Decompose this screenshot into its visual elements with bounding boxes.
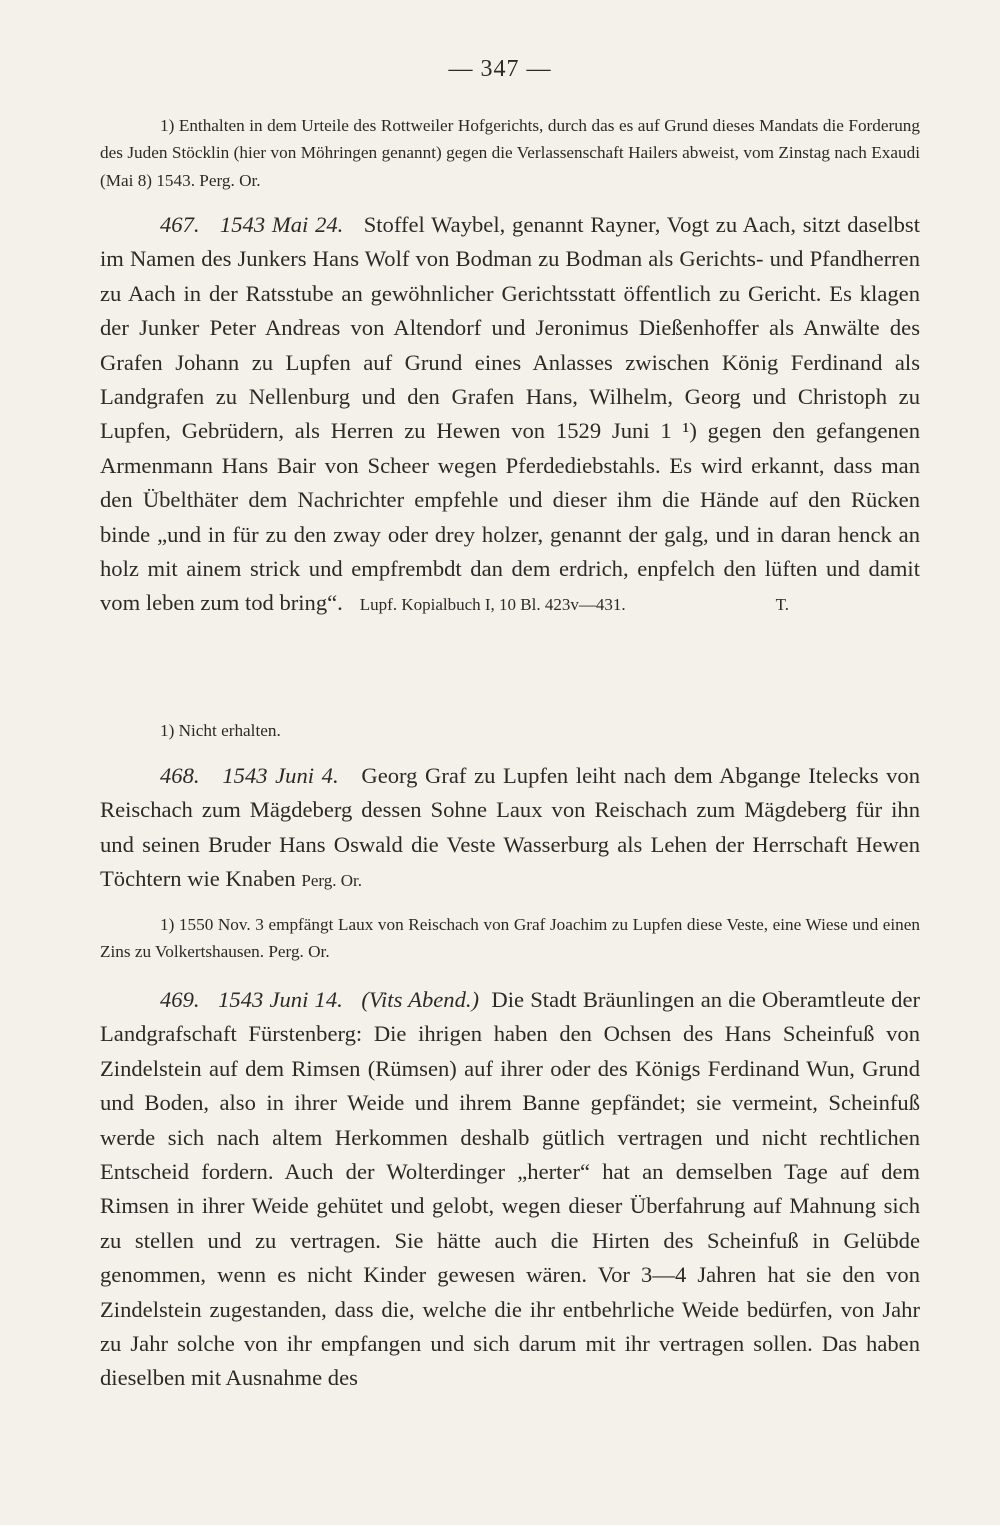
entry-467-number: 467. — [160, 212, 200, 237]
entry-468 — [100, 759, 920, 899]
entry-468-date: 1543 Juni 4. — [222, 763, 339, 788]
entry-467 — [100, 208, 920, 623]
footnote-top — [100, 112, 920, 194]
entry-469-date: 1543 Juni 14. — [218, 987, 343, 1012]
entry-467-initial: T. — [775, 595, 789, 615]
entry-469-text: Die Stadt Bräunlingen an die Oberamtleute der Landgrafschaft Fürstenberg: Die ihrigen haben den Ochsen des Hans Scheinfuß von Zindelstein auf dem Rimsen (Rümsen) auf ihrer oder des Königs Ferdinand Wun, Grund und Boden, also in ihrer Weide und ihrem Banne gepfändet; sie vermeint, Scheinfuß werde sich nach altem Herkommen deshalb gütlich vertragen und nicht rechtlichen Entscheid fordern. Auch der Wolterdinger „herter“ hat an demselben Tage auf dem Rimsen in ihrer Weide gehütet und gelobt, wegen dieser Überfahrung auf Mahnung sich zu stellen und zu vertragen. Sie hätte auch die Hirten des Scheinfuß in Gelübde genommen, wenn es nicht Kinder gewesen wären. Vor 3—4 Jahren hat sie den von Zindelstein zugestanden, dass die, welche die ihr entbehrliche Weide bedürfen, von Jahr zu Jahr solche von ihr empfangen und sich darum mit ihr vertragen sollen. Das haben dieselben mit Ausnahme des — [100, 987, 921, 1391]
page-number: — 347 — — [448, 56, 552, 82]
entry-467-text: Stoffel Waybel, genannt Rayner, Vogt zu Aach, sitzt daselbst im Namen des Junkers Hans Wolf von Bodman zu Bodman als Gerichts- und Pfandherren zu Aach in der Ratsstube an gewöhnlicher Gerichtsstatt öffentlich zu Gericht. Es klagen der Junker Peter Andreas von Altendorf und Jeronimus Dießenhoffer als Anwälte des Grafen Johann zu Lupfen auf Grund eines Anlasses zwischen König Ferdinand als Landgrafen zu Nellenburg und den Grafen Hans, Wilhelm, Georg und Christoph zu Lupfen, Gebrüdern, als Herren zu Hewen von 1529 Juni 1 ¹) gegen den gefangenen Armenmann Hans Bair von Scheer wegen Pferdediebstahls. Es wird erkannt, dass man den Übelthäter dem Nachrichter empfehle und dieser ihm die Hände auf den Rücken binde „und in für zu den zway oder drey holzer, genannt der galg, und in daran henck an holz mit ainem strick und empfrembdt dan dem erdrich, enpfelch den lüften und damit vom leben zum tod bring“. — [100, 212, 920, 616]
footnote-467-text: 1) Nicht erhalten. — [160, 721, 281, 740]
entry-469-feast: (Vits Abend.) — [361, 987, 480, 1012]
entry-468-number: 468. — [160, 763, 200, 788]
footnote-468-text: 1) 1550 Nov. 3 empfängt Laux von Reischach von Graf Joachim zu Lupfen diese Veste, eine Wiese und einen Zins zu Volkertshausen. Perg. Or. — [100, 915, 920, 962]
entry-468-source: Perg. Or. — [301, 871, 362, 891]
entry-467-source: Lupf. Kopialbuch I, 10 Bl. 423v—431. — [359, 595, 626, 615]
entry-467-date: 1543 Mai 24. — [219, 212, 344, 237]
footnote-467 — [100, 717, 920, 744]
entry-469-number: 469. — [160, 987, 200, 1012]
footnote-top-text: 1) Enthalten in dem Urteile des Rottweiler Hofgerichts, durch das es auf Grund dieses Mandats die Forderung des Juden Stöcklin (hier von Möhringen genannt) gegen die Verlassenschaft Hailers abweist, vom Zinstag nach Exaudi (Mai 8) 1543. Perg. Or. — [100, 116, 920, 190]
entry-468-text: Georg Graf zu Lupfen leiht nach dem Abgange Itelecks von Reischach zum Mägdeberg dessen Sohne Laux von Reischach zum Mägdeberg für ihn und seinen Bruder Hans Oswald die Veste Wasserburg als Lehen der Herrschaft Hewen Töchtern wie Knaben — [100, 763, 920, 892]
entry-469 — [100, 983, 920, 1396]
footnote-468 — [100, 911, 920, 966]
